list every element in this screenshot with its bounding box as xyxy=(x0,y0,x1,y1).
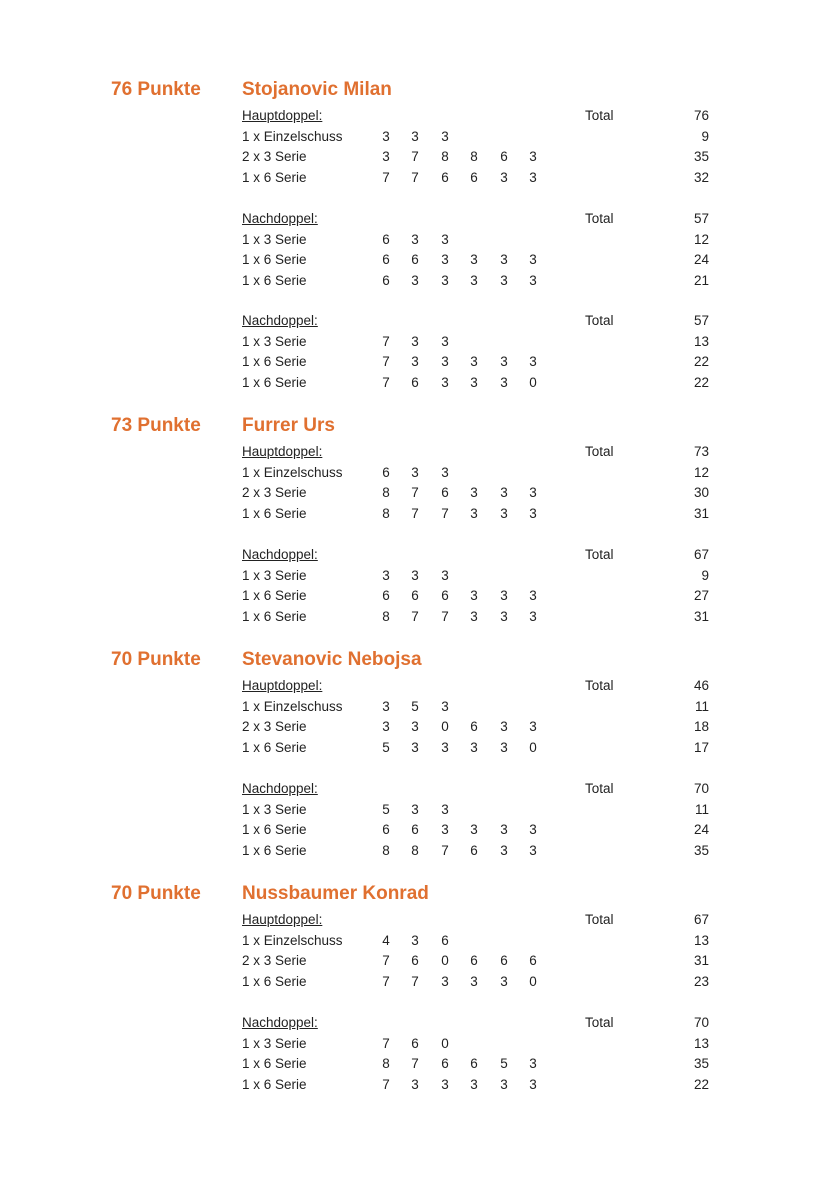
shot-value: 3 xyxy=(441,374,449,390)
series-sum: 30 xyxy=(693,485,709,500)
total-label: Total xyxy=(585,781,614,796)
series-sum: 27 xyxy=(693,588,709,603)
shot-value: 8 xyxy=(382,842,390,858)
series-sum: 12 xyxy=(693,464,709,480)
total-label: Total xyxy=(585,211,614,226)
shot-value: 6 xyxy=(441,1056,449,1071)
total-value: 70 xyxy=(693,781,709,796)
participant-name: Stevanovic Nebojsa xyxy=(242,649,422,670)
total-label: Total xyxy=(585,912,614,927)
total-label: Total xyxy=(585,547,614,562)
shot-value: 3 xyxy=(500,739,508,755)
series-sum: 22 xyxy=(693,354,709,369)
shot-value: 3 xyxy=(441,698,449,714)
series-label: 1 x 6 Serie xyxy=(242,973,307,989)
series-sum: 18 xyxy=(693,719,709,734)
block-title: Nachdoppel: xyxy=(242,313,318,328)
series-row xyxy=(0,127,840,147)
series-label: 1 x 3 Serie xyxy=(242,333,307,349)
shot-value: 5 xyxy=(382,801,390,817)
shot-value: 3 xyxy=(500,719,508,734)
shot-value: 3 xyxy=(441,128,449,144)
series-row xyxy=(0,463,840,483)
shot-value: 6 xyxy=(382,272,390,288)
shot-value: 3 xyxy=(500,973,508,989)
shot-value: 6 xyxy=(500,149,508,164)
shot-value: 8 xyxy=(382,1056,390,1071)
block-title: Nachdoppel: xyxy=(242,211,318,226)
block-header-row xyxy=(0,106,840,126)
block-header-row xyxy=(0,779,840,799)
shot-value: 7 xyxy=(411,505,419,521)
shot-value: 3 xyxy=(470,822,478,837)
shot-value: 3 xyxy=(470,374,478,390)
shot-value: 7 xyxy=(411,973,419,989)
shot-value: 6 xyxy=(411,822,419,837)
shot-value: 3 xyxy=(529,608,537,624)
shot-value: 8 xyxy=(382,485,390,500)
shot-value: 5 xyxy=(382,739,390,755)
shot-value: 3 xyxy=(441,354,449,369)
series-sum: 13 xyxy=(693,1035,709,1051)
shot-value: 3 xyxy=(382,567,390,583)
shot-value: 3 xyxy=(470,1076,478,1092)
block-title: Hauptdoppel: xyxy=(242,444,323,459)
shot-value: 3 xyxy=(441,231,449,247)
shot-value: 3 xyxy=(411,128,419,144)
series-sum: 17 xyxy=(693,739,709,755)
shot-value: 6 xyxy=(382,231,390,247)
series-sum: 35 xyxy=(693,842,709,858)
total-label: Total xyxy=(585,313,614,328)
series-label: 1 x 6 Serie xyxy=(242,354,307,369)
block-header-row xyxy=(0,442,840,462)
shot-value: 3 xyxy=(529,272,537,288)
shot-value: 3 xyxy=(500,354,508,369)
series-label: 1 x 6 Serie xyxy=(242,822,307,837)
series-label: 1 x 6 Serie xyxy=(242,588,307,603)
series-label: 1 x 6 Serie xyxy=(242,272,307,288)
shot-value: 7 xyxy=(382,374,390,390)
block-title: Hauptdoppel: xyxy=(242,108,323,123)
series-row xyxy=(0,951,840,971)
series-row xyxy=(0,250,840,270)
series-row xyxy=(0,352,840,372)
series-label: 1 x 6 Serie xyxy=(242,1076,307,1092)
shot-value: 6 xyxy=(382,252,390,267)
shot-value: 7 xyxy=(411,149,419,164)
series-row xyxy=(0,800,840,820)
total-value: 76 xyxy=(693,108,709,123)
shot-value: 3 xyxy=(470,973,478,989)
shot-value: 6 xyxy=(382,464,390,480)
shot-value: 3 xyxy=(529,822,537,837)
shot-value: 0 xyxy=(441,719,449,734)
series-sum: 13 xyxy=(693,333,709,349)
total-value: 73 xyxy=(693,444,709,459)
shot-value: 3 xyxy=(470,485,478,500)
series-sum: 9 xyxy=(701,567,709,583)
shot-value: 7 xyxy=(411,1056,419,1071)
series-label: 2 x 3 Serie xyxy=(242,719,307,734)
shot-value: 7 xyxy=(441,842,449,858)
shot-value: 3 xyxy=(441,1076,449,1092)
series-sum: 23 xyxy=(693,973,709,989)
shot-value: 3 xyxy=(411,354,419,369)
shot-value: 4 xyxy=(382,932,390,948)
total-label: Total xyxy=(585,1015,614,1030)
shot-value: 3 xyxy=(441,822,449,837)
shot-value: 6 xyxy=(411,252,419,267)
points-heading: 70 Punkte xyxy=(111,649,201,670)
series-label: 1 x Einzelschuss xyxy=(242,932,343,948)
series-row xyxy=(0,1075,840,1095)
total-label: Total xyxy=(585,108,614,123)
total-label: Total xyxy=(585,444,614,459)
shot-value: 3 xyxy=(470,588,478,603)
shot-value: 6 xyxy=(411,588,419,603)
series-sum: 22 xyxy=(693,1076,709,1092)
shot-value: 3 xyxy=(411,567,419,583)
series-label: 1 x 6 Serie xyxy=(242,252,307,267)
shot-value: 3 xyxy=(529,1056,537,1071)
shot-value: 0 xyxy=(441,953,449,968)
shot-value: 7 xyxy=(441,505,449,521)
shot-value: 3 xyxy=(529,842,537,858)
shot-value: 6 xyxy=(441,588,449,603)
shot-value: 3 xyxy=(529,505,537,521)
series-label: 1 x 6 Serie xyxy=(242,1056,307,1071)
shot-value: 3 xyxy=(411,801,419,817)
series-row xyxy=(0,1054,840,1074)
shot-value: 3 xyxy=(529,169,537,185)
points-heading: 76 Punkte xyxy=(111,79,201,100)
shot-value: 6 xyxy=(529,953,537,968)
shot-value: 3 xyxy=(411,739,419,755)
series-row xyxy=(0,697,840,717)
shot-value: 3 xyxy=(500,169,508,185)
series-sum: 35 xyxy=(693,149,709,164)
shot-value: 3 xyxy=(441,333,449,349)
points-heading: 70 Punkte xyxy=(111,883,201,904)
shot-value: 3 xyxy=(382,149,390,164)
shot-value: 5 xyxy=(500,1056,508,1071)
shot-value: 3 xyxy=(382,698,390,714)
total-value: 57 xyxy=(693,313,709,328)
shot-value: 3 xyxy=(411,333,419,349)
shot-value: 0 xyxy=(529,973,537,989)
series-label: 1 x Einzelschuss xyxy=(242,698,343,714)
shot-value: 7 xyxy=(441,608,449,624)
series-sum: 35 xyxy=(693,1056,709,1071)
shot-value: 3 xyxy=(470,252,478,267)
series-row xyxy=(0,483,840,503)
series-sum: 11 xyxy=(694,801,709,817)
shot-value: 3 xyxy=(470,505,478,521)
shot-value: 6 xyxy=(411,953,419,968)
series-row xyxy=(0,841,840,861)
shot-value: 7 xyxy=(382,953,390,968)
shot-value: 7 xyxy=(382,973,390,989)
series-row xyxy=(0,271,840,291)
shot-value: 6 xyxy=(500,953,508,968)
series-sum: 21 xyxy=(693,272,709,288)
series-label: 1 x Einzelschuss xyxy=(242,464,343,480)
series-label: 1 x 6 Serie xyxy=(242,169,307,185)
series-row xyxy=(0,1034,840,1054)
shot-value: 6 xyxy=(470,842,478,858)
shot-value: 6 xyxy=(441,932,449,948)
shot-value: 6 xyxy=(441,485,449,500)
series-sum: 12 xyxy=(693,231,709,247)
series-label: 1 x 6 Serie xyxy=(242,608,307,624)
series-label: 1 x 6 Serie xyxy=(242,739,307,755)
shot-value: 3 xyxy=(529,485,537,500)
series-sum: 9 xyxy=(701,128,709,144)
shot-value: 3 xyxy=(411,464,419,480)
shot-value: 3 xyxy=(500,608,508,624)
shot-value: 3 xyxy=(529,252,537,267)
shot-value: 3 xyxy=(441,464,449,480)
shot-value: 7 xyxy=(382,1076,390,1092)
series-row xyxy=(0,738,840,758)
series-sum: 31 xyxy=(693,505,709,521)
series-label: 1 x 3 Serie xyxy=(242,567,307,583)
shot-value: 6 xyxy=(382,588,390,603)
shot-value: 6 xyxy=(470,953,478,968)
shot-value: 5 xyxy=(411,698,419,714)
block-header-row xyxy=(0,676,840,696)
shot-value: 3 xyxy=(441,272,449,288)
shot-value: 8 xyxy=(382,608,390,624)
shot-value: 3 xyxy=(441,739,449,755)
block-header-row xyxy=(0,545,840,565)
shot-value: 3 xyxy=(411,932,419,948)
block-title: Hauptdoppel: xyxy=(242,678,323,693)
participant-name: Furrer Urs xyxy=(242,415,335,436)
block-title: Nachdoppel: xyxy=(242,781,318,796)
series-label: 1 x Einzelschuss xyxy=(242,128,343,144)
shot-value: 3 xyxy=(441,567,449,583)
series-label: 1 x 3 Serie xyxy=(242,231,307,247)
total-value: 46 xyxy=(693,678,709,693)
shot-value: 3 xyxy=(411,719,419,734)
series-row xyxy=(0,717,840,737)
shot-value: 3 xyxy=(500,588,508,603)
shot-value: 7 xyxy=(382,1035,390,1051)
shot-value: 7 xyxy=(382,169,390,185)
series-sum: 24 xyxy=(693,252,709,267)
series-label: 2 x 3 Serie xyxy=(242,953,307,968)
series-row xyxy=(0,566,840,586)
series-label: 2 x 3 Serie xyxy=(242,485,307,500)
shot-value: 6 xyxy=(411,1035,419,1051)
participant-name: Stojanovic Milan xyxy=(242,79,392,100)
series-sum: 11 xyxy=(694,698,709,714)
shot-value: 3 xyxy=(411,231,419,247)
series-row xyxy=(0,230,840,250)
series-row xyxy=(0,820,840,840)
shot-value: 6 xyxy=(382,822,390,837)
shot-value: 3 xyxy=(500,822,508,837)
block-header-row xyxy=(0,1013,840,1033)
shot-value: 3 xyxy=(529,588,537,603)
block-header-row xyxy=(0,910,840,930)
shot-value: 8 xyxy=(441,149,449,164)
series-row xyxy=(0,168,840,188)
shot-value: 6 xyxy=(470,169,478,185)
series-sum: 32 xyxy=(693,169,709,185)
shot-value: 3 xyxy=(500,1076,508,1092)
shot-value: 3 xyxy=(470,608,478,624)
shot-value: 7 xyxy=(382,354,390,369)
block-title: Nachdoppel: xyxy=(242,547,318,562)
series-row xyxy=(0,607,840,627)
total-value: 67 xyxy=(693,912,709,927)
shot-value: 3 xyxy=(529,354,537,369)
shot-value: 7 xyxy=(411,608,419,624)
shot-value: 3 xyxy=(529,1076,537,1092)
series-label: 1 x 6 Serie xyxy=(242,374,307,390)
shot-value: 0 xyxy=(529,739,537,755)
shot-value: 3 xyxy=(529,719,537,734)
total-value: 70 xyxy=(693,1015,709,1030)
shot-value: 6 xyxy=(411,374,419,390)
total-label: Total xyxy=(585,678,614,693)
shot-value: 3 xyxy=(500,272,508,288)
shot-value: 7 xyxy=(411,169,419,185)
shot-value: 3 xyxy=(500,252,508,267)
series-row xyxy=(0,332,840,352)
series-label: 1 x 6 Serie xyxy=(242,842,307,858)
participant-name: Nussbaumer Konrad xyxy=(242,883,429,904)
shot-value: 7 xyxy=(382,333,390,349)
series-row xyxy=(0,972,840,992)
shot-value: 8 xyxy=(382,505,390,521)
block-header-row xyxy=(0,209,840,229)
block-title: Nachdoppel: xyxy=(242,1015,318,1030)
series-label: 1 x 3 Serie xyxy=(242,801,307,817)
shot-value: 3 xyxy=(411,1076,419,1092)
series-sum: 22 xyxy=(693,374,709,390)
shot-value: 0 xyxy=(529,374,537,390)
series-sum: 13 xyxy=(693,932,709,948)
shot-value: 8 xyxy=(470,149,478,164)
total-value: 67 xyxy=(693,547,709,562)
shot-value: 3 xyxy=(500,485,508,500)
shot-value: 6 xyxy=(470,1056,478,1071)
shot-value: 3 xyxy=(441,801,449,817)
shot-value: 3 xyxy=(382,128,390,144)
series-sum: 31 xyxy=(693,953,709,968)
total-value: 57 xyxy=(693,211,709,226)
shot-value: 7 xyxy=(411,485,419,500)
series-sum: 24 xyxy=(693,822,709,837)
shot-value: 3 xyxy=(411,272,419,288)
points-heading: 73 Punkte xyxy=(111,415,201,436)
shot-value: 6 xyxy=(470,719,478,734)
series-row xyxy=(0,931,840,951)
series-label: 2 x 3 Serie xyxy=(242,149,307,164)
shot-value: 6 xyxy=(441,169,449,185)
series-label: 1 x 6 Serie xyxy=(242,505,307,521)
series-row xyxy=(0,373,840,393)
shot-value: 3 xyxy=(529,149,537,164)
shot-value: 3 xyxy=(441,252,449,267)
shot-value: 0 xyxy=(441,1035,449,1051)
shot-value: 3 xyxy=(500,842,508,858)
series-row xyxy=(0,147,840,167)
shot-value: 3 xyxy=(500,374,508,390)
shot-value: 3 xyxy=(500,505,508,521)
shot-value: 3 xyxy=(470,272,478,288)
series-label: 1 x 3 Serie xyxy=(242,1035,307,1051)
series-row xyxy=(0,504,840,524)
shot-value: 8 xyxy=(411,842,419,858)
shot-value: 3 xyxy=(441,973,449,989)
block-title: Hauptdoppel: xyxy=(242,912,323,927)
block-header-row xyxy=(0,311,840,331)
shot-value: 3 xyxy=(382,719,390,734)
series-row xyxy=(0,586,840,606)
series-sum: 31 xyxy=(693,608,709,624)
shot-value: 3 xyxy=(470,739,478,755)
shot-value: 3 xyxy=(470,354,478,369)
